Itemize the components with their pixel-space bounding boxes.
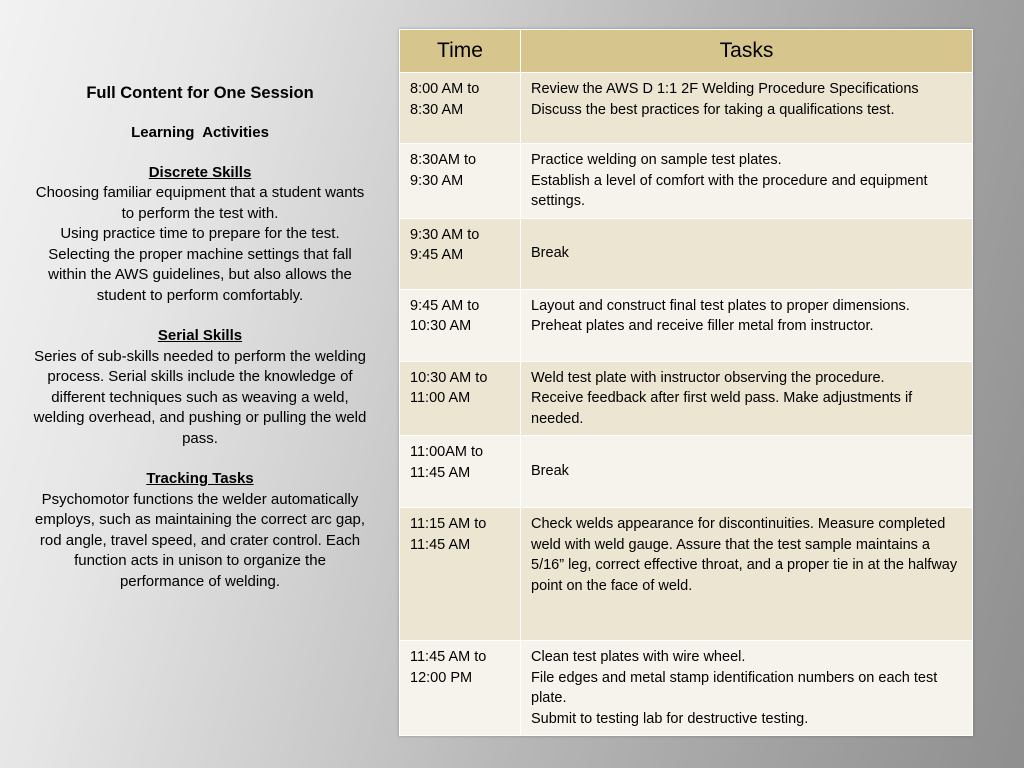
time-column-header: Time	[400, 30, 521, 73]
discrete-skills-text: Choosing familiar equipment that a student wants to perform the test with. Using practice time to prepare for the test. Selecting the proper machine settings that fall within the AWS guidelines, but also allows the student to perform comfortably.	[35, 184, 365, 304]
task-cell: Review the AWS D 1:1 2F Welding Procedure Specifications Discuss the best practices for taking a qualifications test.	[521, 73, 973, 144]
table-row	[400, 641, 973, 736]
time-cell: 9:30 AM to 9:45 AM	[400, 218, 521, 289]
tracking-tasks-heading: Tracking Tasks	[146, 470, 254, 487]
discrete-skills-heading: Discrete Skills	[148, 163, 252, 181]
time-cell: 8:00 AM to 8:30 AM	[400, 73, 521, 144]
serial-skills-text: Series of sub-skills needed to perform the welding process. Serial skills include the knowledge of different techniques such as weaving a weld, welding overhead, and pushing or pulling the weld pass.	[33, 347, 367, 447]
session-title: Full Content for One Session	[86, 84, 314, 102]
table-row	[400, 289, 973, 361]
table-row	[400, 436, 973, 508]
task-cell: Weld test plate with instructor observing the procedure. Receive feedback after first weld pass. Make adjustments if needed.	[521, 361, 973, 436]
tracking-tasks-section	[30, 469, 370, 592]
table-row	[400, 144, 973, 219]
task-cell: Practice welding on sample test plates. Establish a level of comfort with the procedure and equipment settings.	[521, 144, 973, 219]
table-row	[400, 73, 973, 144]
schedule-table	[399, 29, 973, 736]
time-cell: 9:45 AM to 10:30 AM	[400, 289, 521, 361]
tasks-column-header: Tasks	[521, 30, 973, 73]
table-header-row	[400, 30, 973, 73]
time-cell: 11:15 AM to 11:45 AM	[400, 508, 521, 641]
tracking-tasks-text: Psychomotor functions the welder automatically employs, such as maintaining the correct arc gap, rod angle, travel speed, and crater control. Each function acts in unison to organize the performance of welding.	[34, 490, 366, 590]
session-content-panel	[30, 82, 370, 612]
task-cell: Check welds appearance for discontinuities. Measure completed weld with weld gauge. Assure that the test sample maintains a 5/16” leg, correct effective throat, and a proper tie in at the halfway point on the face of weld.	[521, 508, 973, 641]
table-row	[400, 508, 973, 641]
time-cell: 8:30AM to 9:30 AM	[400, 144, 521, 219]
discrete-skills-section	[30, 163, 370, 307]
task-cell: Break	[521, 436, 973, 508]
task-cell: Break	[521, 218, 973, 289]
serial-skills-section	[30, 326, 370, 449]
time-cell: 11:45 AM to 12:00 PM	[400, 641, 521, 736]
serial-skills-heading: Serial Skills	[157, 327, 243, 344]
task-cell: Layout and construct final test plates to proper dimensions. Preheat plates and receive filler metal from instructor.	[521, 289, 973, 361]
table-row	[400, 361, 973, 436]
time-cell: 10:30 AM to 11:00 AM	[400, 361, 521, 436]
table-row	[400, 218, 973, 289]
time-cell: 11:00AM to 11:45 AM	[400, 436, 521, 508]
learning-activities-heading: Learning Activities	[131, 124, 269, 141]
task-cell: Clean test plates with wire wheel. File edges and metal stamp identification numbers on each test plate. Submit to testing lab for destructive testing.	[521, 641, 973, 736]
